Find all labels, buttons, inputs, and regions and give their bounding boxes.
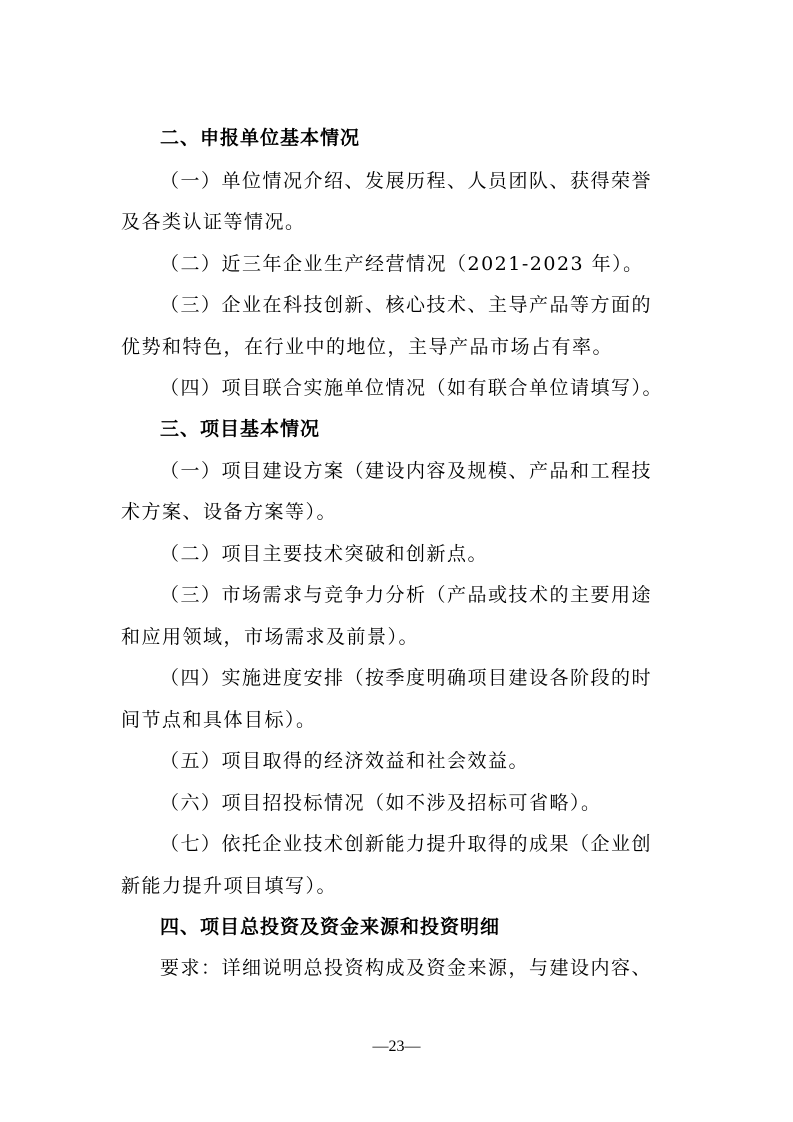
section-3-item-1-line-1: （一）项目建设方案（建设内容及规模、产品和工程技 [160,460,653,482]
section-3-item-7-line-1: （七）依托企业技术创新能力提升取得的成果（企业创 [160,833,653,855]
section-3-heading: 三、项目基本情况 [160,418,321,440]
section-3-item-2: （二）项目主要技术突破和创新点。 [160,543,489,565]
section-3-item-6: （六）项目招投标情况（如不涉及招标可省略）。 [160,792,602,814]
section-4-requirement: 要求：详细说明总投资构成及资金来源，与建设内容、 [160,957,653,979]
section-2-item-3-line-2: 优势和特色，在行业中的地位，主导产品市场占有率。 [121,336,614,358]
section-2-item-1-line-1: （一）单位情况介绍、发展历程、人员团队、获得荣誉 [160,170,653,192]
section-2-item-2: （二）近三年企业生产经营情况（2021-2023 年）。 [160,253,644,275]
section-3-item-7-line-2: 新能力提升项目填写）。 [121,875,338,897]
section-2-item-1-line-2: 及各类认证等情况。 [121,211,306,233]
section-2-item-3-line-1: （三）企业在科技创新、核心技术、主导产品等方面的 [160,294,653,316]
section-3-item-3-line-1: （三）市场需求与竞争力分析（产品或技术的主要用途 [160,584,653,606]
section-4-heading: 四、项目总投资及资金来源和投资明细 [160,916,501,938]
section-2-heading: 二、申报单位基本情况 [160,127,361,149]
section-3-item-3-line-2: 和应用领域，市场需求及前景）。 [121,626,420,648]
section-3-item-4-line-1: （四）实施进度安排（按季度明确项目建设各阶段的时 [160,667,653,689]
section-3-item-5: （五）项目取得的经济效益和社会效益。 [160,750,530,772]
section-2-item-4: （四）项目联合实施单位情况（如有联合单位请填写）。 [160,377,664,399]
section-3-item-1-line-2: 术方案、设备方案等）。 [121,501,338,523]
section-3-item-4-line-2: 间节点和具体目标）。 [121,709,317,731]
page-number: —23— [372,1038,421,1055]
